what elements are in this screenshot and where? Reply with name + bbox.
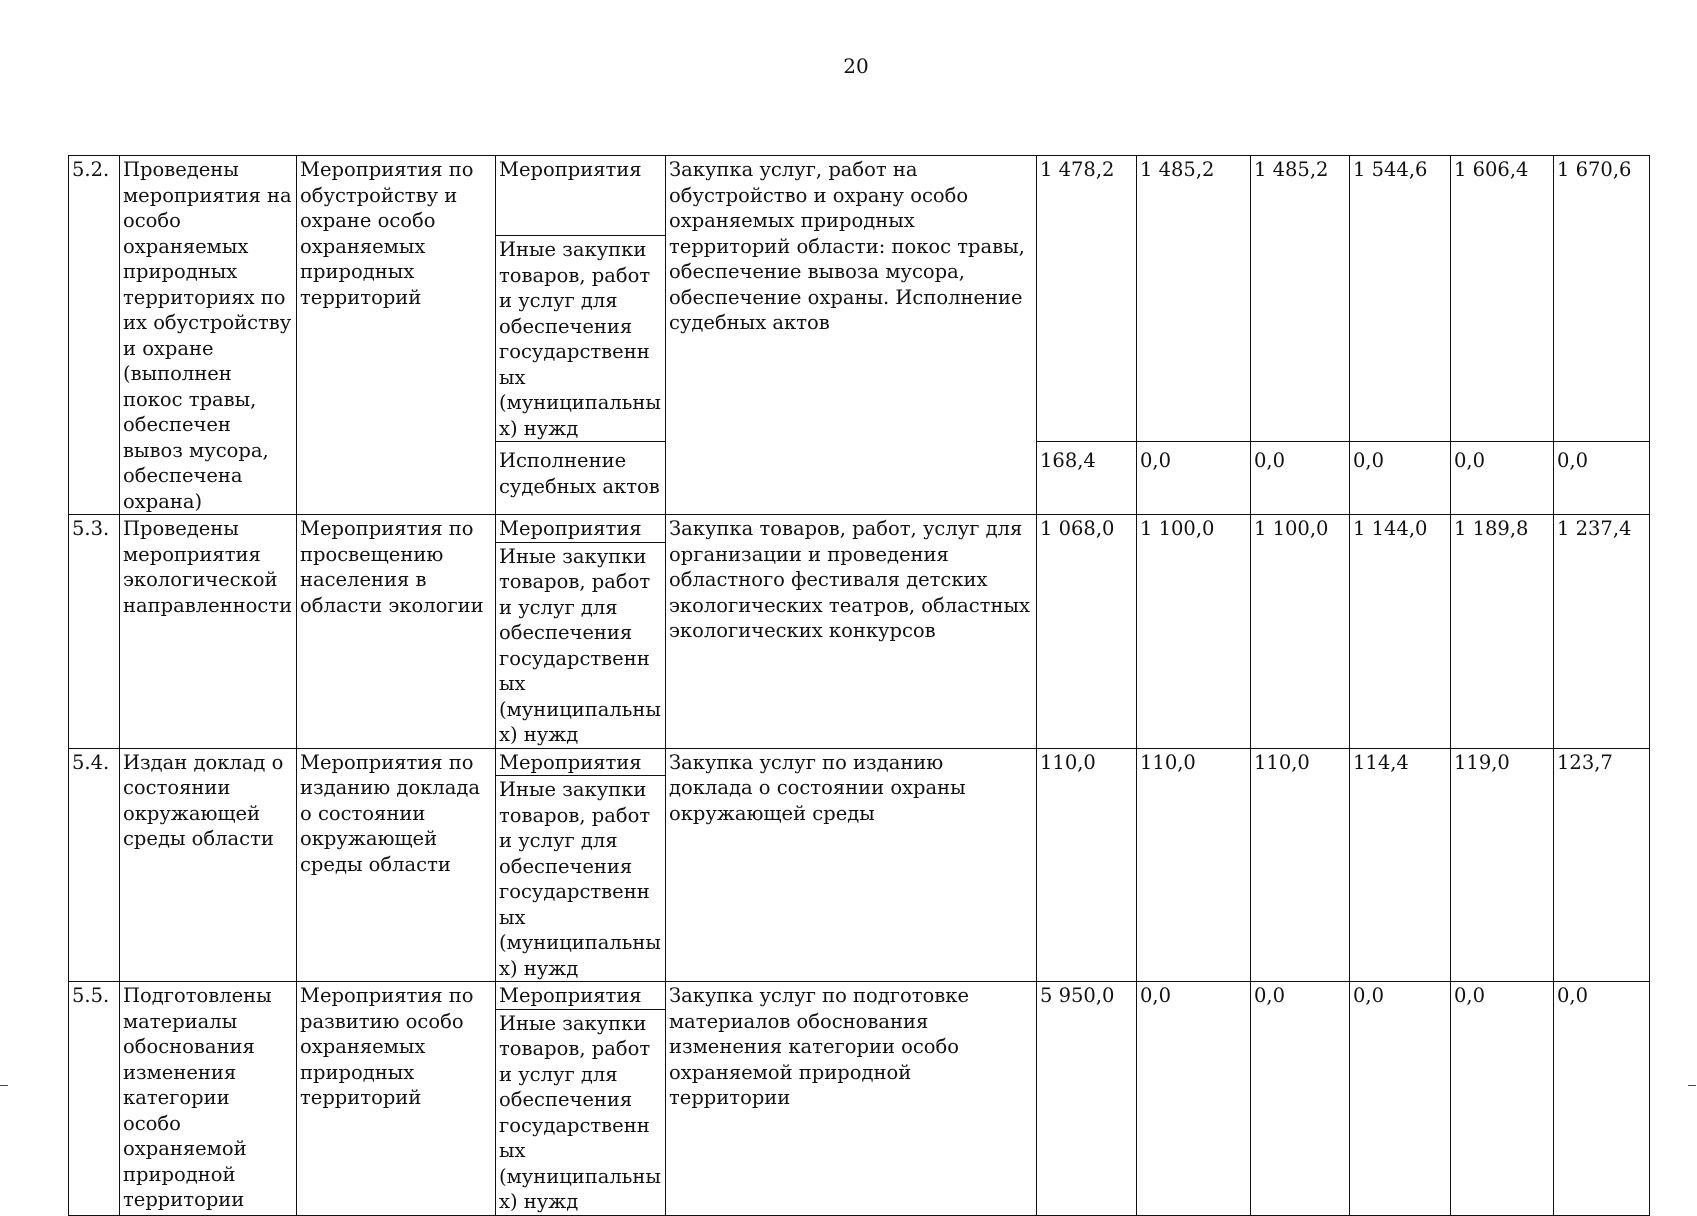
- row-number: 5.5.: [69, 982, 120, 1216]
- activity-cell: Мероприятия по изданию доклада о состоянии окружающей среды области: [297, 748, 496, 982]
- expense-type-cell: Иные закупки товаров, работ и услуг для обеспечения государственных (муниципальных) нужд: [496, 1009, 666, 1215]
- result-cell: Подготовлены материалы обоснования изменения категории особо охраняемой природной территории: [120, 982, 297, 1216]
- value-cell: 1 670,6: [1554, 156, 1650, 442]
- value-cell: 0,0: [1137, 982, 1251, 1216]
- description-cell: Закупка товаров, работ, услуг для организации и проведения областного фестиваля детских экологических театров, областных экологических конкурсов: [666, 515, 1037, 749]
- value-cell: 1 478,2: [1037, 156, 1137, 442]
- value-cell: 1 237,4: [1554, 515, 1650, 749]
- expense-type-cell: Исполнение судебных актов: [496, 442, 666, 515]
- value-cell: 0,0: [1251, 442, 1350, 515]
- value-cell: 114,4: [1350, 748, 1451, 982]
- value-cell: 123,7: [1554, 748, 1650, 982]
- table-row: [69, 982, 1650, 1010]
- description-cell: Закупка услуг по подготовке материалов обоснования изменения категории особо охраняемой природной территории: [666, 982, 1037, 1216]
- value-cell: 0,0: [1137, 442, 1251, 515]
- value-cell: 110,0: [1137, 748, 1251, 982]
- result-cell: Проведены мероприятия на особо охраняемых природных территориях по их обустройству и охране (выполнен покос травы, обеспечен вывоз мусора, обеспечена охрана): [120, 156, 297, 515]
- value-cell: 110,0: [1251, 748, 1350, 982]
- table-row: [69, 156, 1650, 236]
- value-cell: 0,0: [1554, 982, 1650, 1216]
- value-cell: 0,0: [1350, 442, 1451, 515]
- row-number: 5.2.: [69, 156, 120, 515]
- value-cell: 168,4: [1037, 442, 1137, 515]
- activity-cell: Мероприятия по развитию особо охраняемых природных территорий: [297, 982, 496, 1216]
- result-cell: Издан доклад о состоянии окружающей среды области: [120, 748, 297, 982]
- value-cell: 110,0: [1037, 748, 1137, 982]
- value-cell: 0,0: [1251, 982, 1350, 1216]
- value-cell: 1 100,0: [1137, 515, 1251, 749]
- result-cell: Проведены мероприятия экологической направленности: [120, 515, 297, 749]
- description-cell: Закупка услуг по изданию доклада о состоянии охраны окружающей среды: [666, 748, 1037, 982]
- type-header-cell: Мероприятия: [496, 982, 666, 1010]
- row-number: 5.3.: [69, 515, 120, 749]
- type-header-cell: Мероприятия: [496, 156, 666, 236]
- value-cell: 0,0: [1451, 442, 1554, 515]
- activity-cell: Мероприятия по обустройству и охране особо охраняемых природных территорий: [297, 156, 496, 515]
- value-cell: 1 068,0: [1037, 515, 1137, 749]
- value-cell: 0,0: [1554, 442, 1650, 515]
- table-row: [69, 748, 1650, 776]
- margin-tick-left: [0, 1085, 8, 1086]
- value-cell: 0,0: [1350, 982, 1451, 1216]
- row-number: 5.4.: [69, 748, 120, 982]
- activity-cell: Мероприятия по просвещению населения в области экологии: [297, 515, 496, 749]
- value-cell: 1 100,0: [1251, 515, 1350, 749]
- type-header-cell: Мероприятия: [496, 515, 666, 543]
- value-cell: 119,0: [1451, 748, 1554, 982]
- expense-type-cell: Иные закупки товаров, работ и услуг для обеспечения государственных (муниципальных) нужд: [496, 236, 666, 442]
- value-cell: 0,0: [1451, 982, 1554, 1216]
- value-cell: 1 544,6: [1350, 156, 1451, 442]
- margin-tick-right: [1688, 1085, 1696, 1086]
- page-number: 20: [843, 54, 869, 78]
- value-cell: 1 606,4: [1451, 156, 1554, 442]
- budget-table: [68, 155, 1650, 1216]
- expense-type-cell: Иные закупки товаров, работ и услуг для обеспечения государственных (муниципальных) нужд: [496, 542, 666, 748]
- table-row: [69, 515, 1650, 543]
- type-header-cell: Мероприятия: [496, 748, 666, 776]
- value-cell: 1 485,2: [1137, 156, 1251, 442]
- value-cell: 5 950,0: [1037, 982, 1137, 1216]
- expense-type-cell: Иные закупки товаров, работ и услуг для обеспечения государственных (муниципальных) нужд: [496, 776, 666, 982]
- value-cell: 1 485,2: [1251, 156, 1350, 442]
- value-cell: 1 189,8: [1451, 515, 1554, 749]
- description-cell: Закупка услуг, работ на обустройство и охрану особо охраняемых природных территорий области: покос травы, обеспечение вывоза мусора, обеспечение охраны. Исполнение судебных актов: [666, 156, 1037, 515]
- value-cell: 1 144,0: [1350, 515, 1451, 749]
